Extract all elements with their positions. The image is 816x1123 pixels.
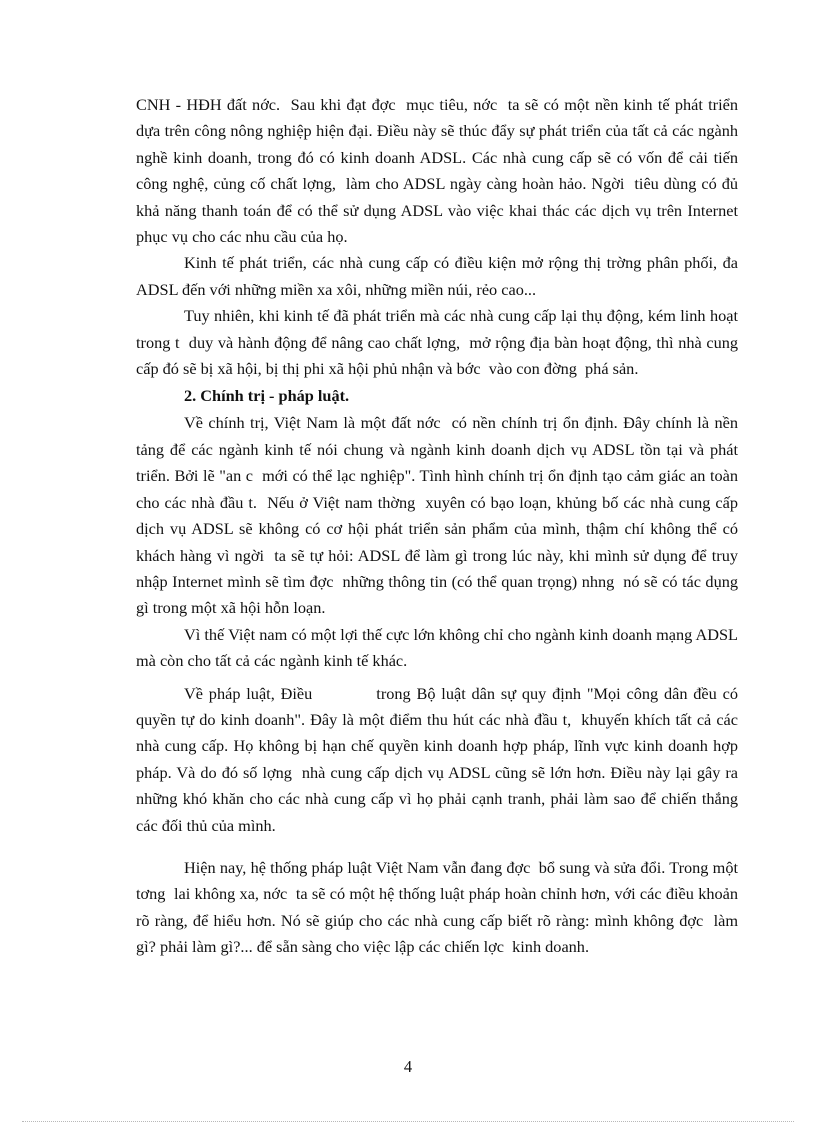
document-body [136,92,747,961]
page-bottom-divider [22,1121,794,1122]
paragraph-legal-framework: Về pháp luật, Điều trong Bộ luật dân sự quy định "Mọi công dân đều có quyền tự do kinh doanh". Đây là một điểm thu hút các nhà đầu t, khuyến khích tất cả các nhà cung cấp. Họ không bị hạn chế quyền kinh doanh hợp pháp, lĩnh vực kinh doanh hợp pháp. Và do đó số lợng nhà cung cấp dịch vụ ADSL cũng sẽ lớn hơn. Điều này lại gây ra những khó khăn cho các nhà cung cấp vì họ phải cạnh tranh, phải làm sao để chiến thắng các đối thủ của mình. [136,683,743,835]
paragraph-legal-reform: Hiện nay, hệ thống pháp luật Việt Nam vẫn đang đợc bổ sung và sửa đổi. Trong một tơng lai không xa, nớc ta sẽ có một hệ thống luật pháp hoàn chỉnh hơn, với các điều khoản rõ ràng, để hiểu hơn. Nó sẽ giúp cho các nhà cung cấp biết rõ ràng: mình không đợc làm gì? phải làm gì?... để sẵn sàng cho việc lập các chiến lợc kinh doanh. [136,857,743,957]
paragraph-vietnam-advantage: Vì thế Việt nam có một lợi thế cực lớn không chỉ cho ngành kinh doanh mạng ADSL mà còn cho tất cả các ngành kinh tế khác. [136,624,743,671]
paragraph-economy-growth: CNH - HĐH đất nớc. Sau khi đạt đợc mục tiêu, nớc ta sẽ có một nền kinh tế phát triển dựa trên công nông nghiệp hiện đại. Điều này sẽ thúc đẩy sự phát triển của tất cả các ngành nghề kinh doanh, trong đó có kinh doanh ADSL. Các nhà cung cấp sẽ có vốn để cải tiến công nghệ, củng cố chất lợng, làm cho ADSL ngày càng hoàn hảo. Ngời tiêu dùng có đủ khả năng thanh toán để có thể sử dụng ADSL vào việc khai thác các dịch vụ trên Internet phục vụ cho các nhu cầu của họ. [136,95,747,247]
page-number: 4 [403,1057,413,1076]
paragraph-passive-providers: Tuy nhiên, khi kinh tế đã phát triển mà các nhà cung cấp lại thụ động, kém linh hoạt trong t duy và hành động để nâng cao chất lợng, mở rộng địa bàn hoạt động, thì nhà cung cấp đó sẽ bị xã hội, bị thị phi xã hội phủ nhận và bớc vào con đờng phá sản. [136,306,743,379]
paragraph-market-expansion: Kinh tế phát triển, các nhà cung cấp có điều kiện mở rộng thị trờng phân phối, đa ADSL đến với những miền xa xôi, những miền núi, rẻo cao... [136,253,747,299]
section-heading-politics-law: 2. Chính trị - pháp luật. [184,386,350,406]
paragraph-political-stability: Về chính trị, Việt Nam là một đất nớc có nền chính trị ổn định. Đây chính là nền tảng để các ngành kinh tế nói chung và ngành kinh doanh dịch vụ ADSL tồn tại và phát triển. Bởi lẽ "an c mới có thể lạc nghiệp". Tình hình chính trị ổn định tạo cảm giác an toàn cho các nhà đầu t. Nếu ở Việt nam thờng xuyên có bạo loạn, khủng bố các nhà cung cấp dịch vụ ADSL sẽ không có cơ hội phát triển sản phẩm của mình, thậm chí không thể có khách hàng vì ngời ta sẽ tự hỏi: ADSL để làm gì trong lúc này, khi mình sử dụng để truy nhập Internet mình sẽ tìm đợc những thông tin (có thể quan trọng) nhng nó sẽ có tác dụng gì trong một xã hội hỗn loạn. [136,413,743,618]
